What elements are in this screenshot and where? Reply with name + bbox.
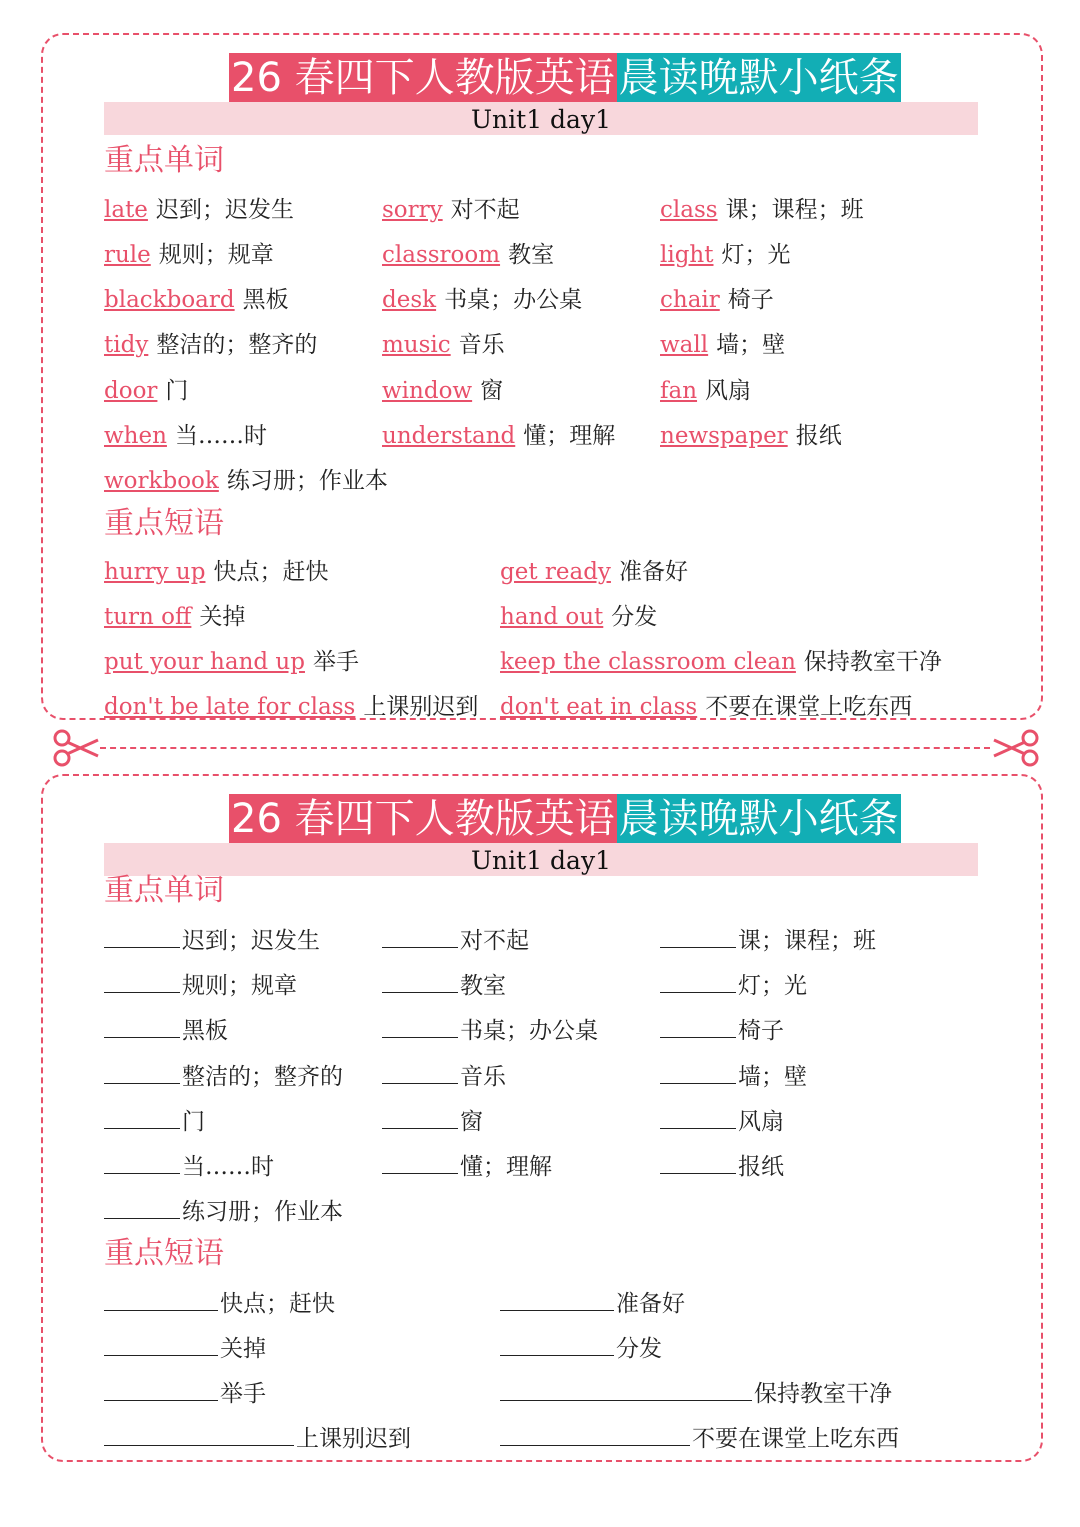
word-cn: 当……时 — [174, 423, 267, 449]
word-cn: 懂；理解 — [460, 1154, 552, 1180]
word-en: wall — [660, 332, 709, 358]
phrase-row — [43, 687, 1043, 727]
word-blank-item[interactable] — [660, 1100, 784, 1142]
answer-blank — [382, 1055, 458, 1084]
answer-blank — [104, 919, 180, 948]
word-cn: 窗 — [480, 378, 504, 404]
cut-line — [100, 747, 990, 749]
word-en: door — [104, 378, 158, 404]
word-blank-item[interactable] — [382, 919, 529, 961]
word-cn: 课；课程；班 — [738, 928, 876, 954]
word-item — [104, 461, 388, 501]
word-item — [382, 280, 582, 320]
answer-blank — [382, 1009, 458, 1038]
answer-blank — [104, 1190, 180, 1219]
word-blank-item[interactable] — [382, 1145, 552, 1187]
worksheet-card — [41, 774, 1043, 1462]
word-row — [43, 1190, 1043, 1230]
title-part2: 晨读晚默小纸条 — [618, 796, 899, 842]
word-en: blackboard — [104, 287, 235, 313]
word-row — [43, 1009, 1043, 1049]
phrase-item — [104, 597, 245, 637]
answer-blank — [382, 964, 458, 993]
card-title — [229, 794, 901, 844]
phrases-heading: 重点短语 — [104, 506, 224, 541]
phrases-heading: 重点短语 — [104, 1236, 224, 1271]
word-cn: 音乐 — [458, 332, 505, 358]
phrase-item — [500, 687, 912, 727]
word-cn: 报纸 — [738, 1154, 784, 1180]
word-cn: 整洁的；整齐的 — [182, 1064, 343, 1090]
scissors-icon — [52, 726, 100, 770]
word-item — [660, 325, 785, 365]
word-en: desk — [382, 287, 437, 313]
words-heading: 重点单词 — [104, 143, 224, 178]
word-cn: 黑板 — [182, 1018, 228, 1044]
word-item — [660, 190, 864, 230]
word-en: light — [660, 242, 714, 268]
phrase-cn: 关掉 — [220, 1336, 266, 1362]
word-blank-item[interactable] — [660, 1055, 807, 1097]
title-part1: 26 春四下人教版英语 — [231, 55, 615, 101]
phrase-row — [43, 642, 1043, 682]
phrase-en: put your hand up — [104, 649, 305, 675]
word-item — [104, 416, 267, 456]
phrase-cn: 不要在课堂上吃东西 — [705, 694, 913, 720]
word-en: sorry — [382, 197, 443, 223]
answer-blank — [500, 1417, 690, 1446]
word-cn: 音乐 — [460, 1064, 506, 1090]
phrase-cn: 不要在课堂上吃东西 — [692, 1426, 899, 1452]
answer-blank — [104, 1055, 180, 1084]
word-cn: 黑板 — [242, 287, 289, 313]
phrase-cn: 举手 — [312, 649, 359, 675]
phrase-blank-item[interactable] — [500, 1327, 662, 1369]
word-blank-item[interactable] — [382, 1100, 483, 1142]
answer-blank — [104, 1100, 180, 1129]
answer-blank — [382, 1100, 458, 1129]
word-row — [43, 280, 1043, 320]
phrase-en: keep the classroom clean — [500, 649, 796, 675]
word-row — [43, 919, 1043, 959]
word-cn: 书桌；办公桌 — [460, 1018, 598, 1044]
phrase-blank-item[interactable] — [500, 1417, 899, 1459]
phrase-row — [43, 1327, 1043, 1367]
word-row — [43, 190, 1043, 230]
word-item — [660, 416, 842, 456]
word-blank-item[interactable] — [382, 1009, 598, 1051]
word-row — [43, 235, 1043, 275]
word-cn: 当……时 — [182, 1154, 274, 1180]
word-cn: 练习册；作业本 — [182, 1199, 343, 1225]
word-row — [43, 1145, 1043, 1185]
phrase-item — [500, 597, 657, 637]
phrase-row — [43, 1372, 1043, 1412]
word-cn: 练习册；作业本 — [226, 468, 388, 494]
word-en: tidy — [104, 332, 149, 358]
word-cn: 风扇 — [738, 1109, 784, 1135]
phrase-item — [104, 642, 359, 682]
word-row — [43, 325, 1043, 365]
word-cn: 报纸 — [795, 423, 842, 449]
phrase-item — [500, 552, 688, 592]
word-row — [43, 1100, 1043, 1140]
word-en: classroom — [382, 242, 501, 268]
word-cn: 课；课程；班 — [725, 197, 864, 223]
phrase-item — [104, 552, 328, 592]
word-item — [382, 325, 505, 365]
phrase-cn: 分发 — [616, 1336, 662, 1362]
answer-blank — [382, 1145, 458, 1174]
answer-blank — [104, 1327, 218, 1356]
phrase-en: don't be late for class — [104, 694, 356, 720]
phrase-row — [43, 597, 1043, 637]
word-cn: 对不起 — [450, 197, 520, 223]
phrase-row — [43, 552, 1043, 592]
word-blank-item[interactable] — [104, 1190, 343, 1232]
word-cn: 教室 — [460, 973, 506, 999]
word-blank-item[interactable] — [104, 1009, 228, 1051]
word-blank-item[interactable] — [104, 1055, 343, 1097]
answer-blank — [104, 1282, 218, 1311]
answer-blank — [660, 1100, 736, 1129]
word-cn: 风扇 — [705, 378, 752, 404]
word-en: class — [660, 197, 718, 223]
unit-bar: Unit1 day1 — [104, 843, 978, 876]
word-row — [43, 416, 1043, 456]
phrase-cn: 保持教室干净 — [803, 649, 942, 675]
word-item — [660, 371, 751, 411]
word-en: fan — [660, 378, 698, 404]
answer-blank — [500, 1372, 752, 1401]
title-part2: 晨读晚默小纸条 — [618, 55, 899, 101]
word-cn: 墙；壁 — [738, 1064, 807, 1090]
phrase-cn: 上课别迟到 — [296, 1426, 411, 1452]
phrase-en: hurry up — [104, 559, 206, 585]
word-blank-item[interactable] — [104, 919, 320, 961]
phrase-cn: 分发 — [611, 604, 658, 630]
word-en: newspaper — [660, 423, 788, 449]
word-en: workbook — [104, 468, 219, 494]
phrase-blank-item[interactable] — [104, 1327, 266, 1369]
word-item — [104, 235, 274, 275]
scissors-icon — [992, 726, 1040, 770]
word-cn: 椅子 — [727, 287, 774, 313]
word-en: understand — [382, 423, 516, 449]
phrase-blank-item[interactable] — [104, 1282, 335, 1324]
answer-blank — [660, 1009, 736, 1038]
word-cn: 门 — [165, 378, 189, 404]
phrase-en: get ready — [500, 559, 611, 585]
word-item — [104, 190, 294, 230]
word-cn: 灯；光 — [721, 242, 791, 268]
title-part1: 26 春四下人教版英语 — [231, 796, 615, 842]
word-item — [660, 235, 791, 275]
phrase-cn: 准备好 — [618, 559, 688, 585]
phrase-cn: 举手 — [220, 1381, 266, 1407]
phrase-item — [500, 642, 942, 682]
word-cn: 整洁的；整齐的 — [156, 332, 318, 358]
word-cn: 书桌；办公桌 — [444, 287, 583, 313]
phrase-row — [43, 1282, 1043, 1322]
phrase-cn: 关掉 — [199, 604, 246, 630]
word-item — [104, 371, 188, 411]
answer-blank — [660, 919, 736, 948]
answer-blank — [660, 964, 736, 993]
word-cn: 对不起 — [460, 928, 529, 954]
phrase-en: hand out — [500, 604, 604, 630]
word-blank-item[interactable] — [104, 1100, 205, 1142]
answer-blank — [104, 964, 180, 993]
answer-blank — [104, 1145, 180, 1174]
word-item — [382, 416, 615, 456]
word-blank-item[interactable] — [660, 964, 807, 1006]
word-blank-item[interactable] — [382, 964, 506, 1006]
unit-bar: Unit1 day1 — [104, 102, 978, 135]
word-cn: 灯；光 — [738, 973, 807, 999]
word-blank-item[interactable] — [382, 1055, 506, 1097]
word-en: window — [382, 378, 473, 404]
word-cn: 规则；规章 — [182, 973, 297, 999]
word-cn: 教室 — [508, 242, 555, 268]
word-blank-item[interactable] — [660, 1145, 784, 1187]
word-cn: 迟到；迟发生 — [155, 197, 294, 223]
phrase-row — [43, 1417, 1043, 1457]
word-en: when — [104, 423, 167, 449]
word-row — [43, 964, 1043, 1004]
word-blank-item[interactable] — [660, 919, 876, 961]
word-cn: 门 — [182, 1109, 205, 1135]
answer-card — [41, 33, 1043, 720]
word-en: late — [104, 197, 148, 223]
phrase-cn: 快点；赶快 — [220, 1291, 335, 1317]
word-cn: 窗 — [460, 1109, 483, 1135]
answer-blank — [660, 1055, 736, 1084]
word-row — [43, 461, 1043, 501]
word-cn: 懂；理解 — [523, 423, 616, 449]
words-heading: 重点单词 — [104, 873, 224, 908]
word-cn: 规则；规章 — [158, 242, 274, 268]
phrase-blank-item[interactable] — [500, 1372, 892, 1414]
answer-blank — [500, 1282, 614, 1311]
word-item — [382, 371, 503, 411]
answer-blank — [104, 1372, 218, 1401]
phrase-en: don't eat in class — [500, 694, 698, 720]
word-en: music — [382, 332, 451, 358]
answer-blank — [104, 1009, 180, 1038]
word-item — [382, 235, 554, 275]
word-item — [382, 190, 520, 230]
phrase-item — [104, 687, 478, 727]
word-blank-item[interactable] — [660, 1009, 784, 1051]
answer-blank — [660, 1145, 736, 1174]
phrase-blank-item[interactable] — [500, 1282, 685, 1324]
word-blank-item[interactable] — [104, 964, 297, 1006]
phrase-cn: 快点；赶快 — [213, 559, 329, 585]
word-item — [660, 280, 774, 320]
phrase-cn: 准备好 — [616, 1291, 685, 1317]
word-cn: 墙；壁 — [716, 332, 786, 358]
phrase-cn: 保持教室干净 — [754, 1381, 892, 1407]
phrase-en: turn off — [104, 604, 192, 630]
word-en: rule — [104, 242, 151, 268]
phrase-blank-item[interactable] — [104, 1417, 411, 1459]
card-title — [229, 53, 901, 103]
word-item — [104, 325, 317, 365]
answer-blank — [382, 919, 458, 948]
word-item — [104, 280, 289, 320]
word-cn: 椅子 — [738, 1018, 784, 1044]
word-en: chair — [660, 287, 720, 313]
word-cn: 迟到；迟发生 — [182, 928, 320, 954]
answer-blank — [104, 1417, 294, 1446]
phrase-cn: 上课别迟到 — [363, 694, 479, 720]
answer-blank — [500, 1327, 614, 1356]
phrase-blank-item[interactable] — [104, 1372, 266, 1414]
word-blank-item[interactable] — [104, 1145, 274, 1187]
word-row — [43, 371, 1043, 411]
word-row — [43, 1055, 1043, 1095]
